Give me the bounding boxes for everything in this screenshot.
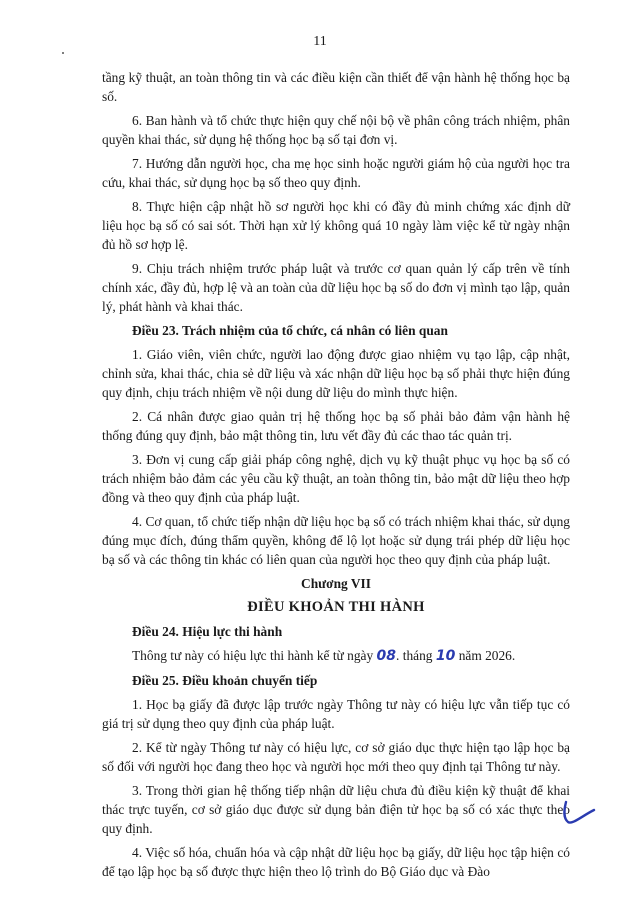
paragraph: 8. Thực hiện cập nhật hồ sơ người học khi có đầy đủ minh chứng xác định dữ liệu học bạ số có sai sót. Thời hạn xử lý không quá 10 ngày làm việc kể từ ngày nhận đủ hồ sơ hợp lệ. [102, 199, 570, 252]
article-24-title: Điều 24. Hiệu lực thi hành [132, 624, 283, 639]
article-23-item: 3. Đơn vị cung cấp giải pháp công nghệ, dịch vụ kỹ thuật phục vụ học bạ số có trách nhiệm bảo đảm các yêu cầu kỹ thuật, an toàn thông tin, bảo mật dữ liệu theo hợp đồng và theo quy định của pháp luật. [102, 452, 570, 505]
effective-date-line [102, 646, 570, 666]
article-25-item: 3. Trong thời gian hệ thống tiếp nhận dữ liệu chưa đủ điều kiện kỹ thuật để khai thác trực tuyến, cơ sở giáo dục được sử dụng bản điện tử học bạ số có xác thực theo quy định. [102, 783, 570, 836]
month-prefix: . tháng [396, 648, 433, 663]
article-23-title: Điều 23. Trách nhiệm của tổ chức, cá nhân có liên quan [132, 323, 448, 338]
handwritten-day: 08 [376, 648, 397, 664]
paragraph: 7. Hướng dẫn người học, cha mẹ học sinh hoặc người giám hộ của người học tra cứu, khai thác, sử dụng học bạ số theo quy định. [102, 156, 570, 190]
article-25-title: Điều 25. Điều khoản chuyển tiếp [132, 673, 318, 688]
chapter-title: ĐIỀU KHOẢN THI HÀNH [247, 599, 425, 615]
handwritten-initial-mark [560, 792, 600, 832]
article-23-item: 1. Giáo viên, viên chức, người lao động được giao nhiệm vụ tạo lập, cập nhật, chỉnh sửa, khai thác, chia sẻ dữ liệu và xác nhận dữ liệu học bạ số phải thực hiện đúng quy định, chịu trách nhiệm về nội dung dữ liệu do mình thực hiện. [102, 347, 570, 400]
article-25-item: 1. Học bạ giấy đã được lập trước ngày Thông tư này có hiệu lực vẫn tiếp tục có giá trị sử dụng theo quy định của pháp luật. [102, 697, 570, 731]
paragraph: 9. Chịu trách nhiệm trước pháp luật và trước cơ quan quản lý cấp trên về tính chính xác, đầy đủ, hợp lệ và an toàn của dữ liệu học bạ số do đơn vị mình tạo lập, quản lý, phát hành và khai thác. [102, 261, 570, 314]
scan-speck [62, 52, 64, 54]
article-25-item: 4. Việc số hóa, chuẩn hóa và cập nhật dữ liệu học bạ giấy, dữ liệu học tập hiện có để tạo lập học bạ số được thực hiện theo lộ trình do Bộ Giáo dục và Đào [102, 845, 570, 879]
chapter-number: Chương VII [301, 576, 371, 591]
handwritten-month: 10 [435, 648, 456, 664]
article-25-item: 2. Kể từ ngày Thông tư này có hiệu lực, cơ sở giáo dục thực hiện tạo lập học bạ số đối với người học đang theo học và người học mới theo quy định tại Thông tư này. [102, 740, 570, 774]
paragraph: tầng kỹ thuật, an toàn thông tin và các điều kiện cần thiết để vận hành hệ thống học bạ số. [102, 70, 570, 104]
article-23-item: 4. Cơ quan, tổ chức tiếp nhận dữ liệu học bạ số có trách nhiệm khai thác, sử dụng đúng mục đích, đúng thẩm quyền, không để lộ lọt hoặc sử dụng trái phép dữ liệu học bạ số và các thông tin khác có liên quan của người học theo quy định của pháp luật. [102, 514, 570, 567]
page-number: 11 [313, 34, 327, 49]
effective-date-text: Thông tư này có hiệu lực thi hành kể từ ngày [132, 648, 374, 663]
paragraph: 6. Ban hành và tổ chức thực hiện quy chế nội bộ về phân công trách nhiệm, phân quyền khai thác, sử dụng hệ thống học bạ số tại đơn vị. [102, 113, 570, 147]
year-text: năm 2026. [458, 648, 516, 663]
document-body [102, 68, 570, 886]
article-23-item: 2. Cá nhân được giao quản trị hệ thống học bạ số phải bảo đảm vận hành hệ thống đúng quy định, bảo mật thông tin, lưu vết đầy đủ các thao tác quản trị. [102, 409, 570, 443]
